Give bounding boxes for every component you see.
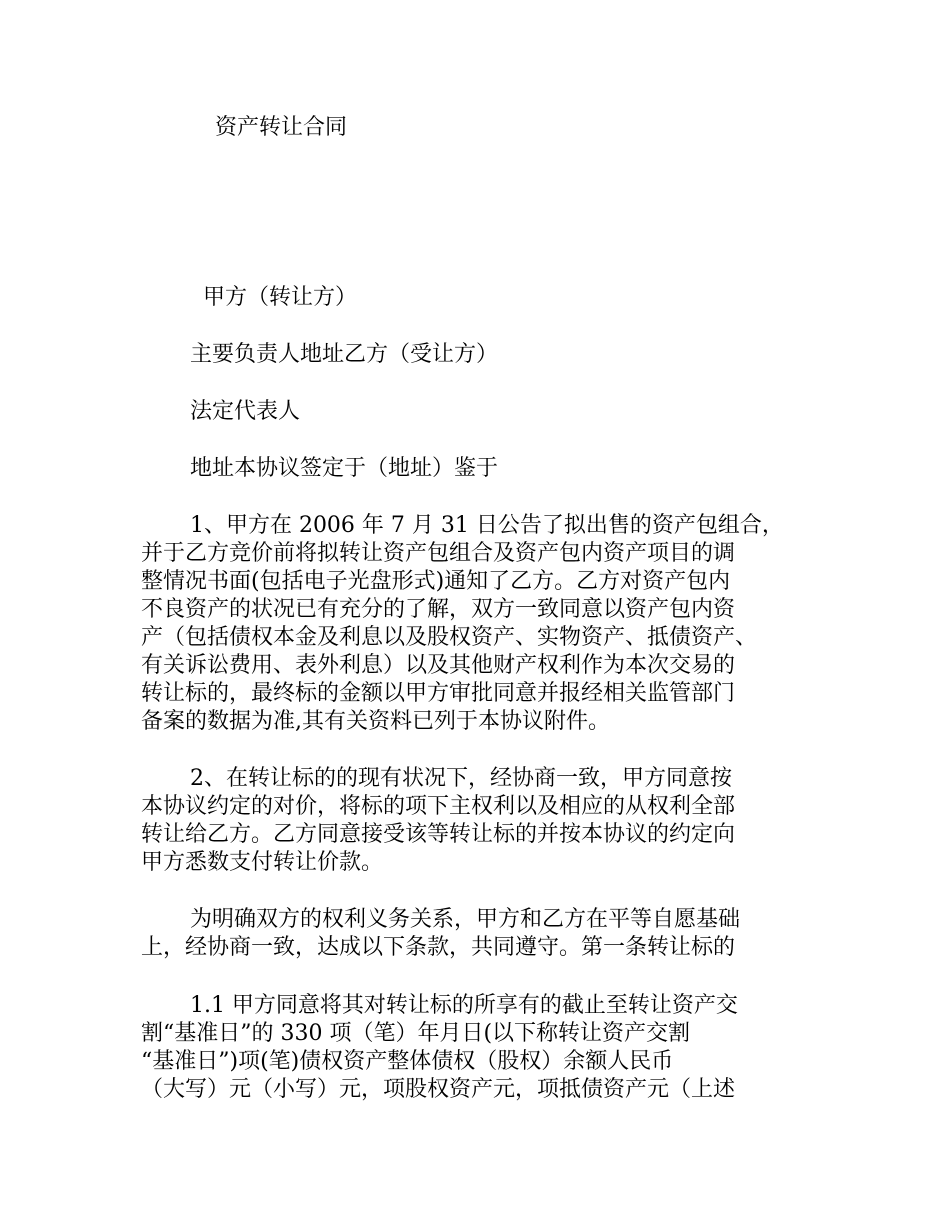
- paragraph-line: 1.1 甲方同意将其对转让标的所享有的截止至转让资产交: [141, 993, 738, 1018]
- paragraph-line: 上，经协商一致，达成以下条款，共同遵守。第一条转让标的: [141, 935, 736, 960]
- paragraph-line: “基准日”)项(笔)债权资产整体债权（股权）余额人民币: [141, 1049, 674, 1074]
- paragraph-line: 转让标的，最终标的金额以甲方审批同意并报经相关监管部门: [141, 681, 736, 706]
- paragraph-line: 转让给乙方。乙方同意接受该等转让标的并按本协议的约定向: [141, 822, 736, 847]
- paragraph-1: [141, 512, 831, 736]
- paragraph-line: 产（包括债权本金及利息以及股权资产、实物资产、抵债资产、: [141, 625, 758, 650]
- paragraph-line: 割“基准日”的 330 项（笔）年月日(以下称转让资产交割: [141, 1021, 691, 1046]
- paragraph-line: 1、甲方在 2006 年 7 月 31 日公告了拟出售的资产包组合，: [141, 513, 784, 538]
- paragraph-line: 甲方悉数支付转让价款。: [141, 850, 384, 875]
- legal-representative-line: 法定代表人: [190, 399, 301, 424]
- paragraph-line: 有关诉讼费用、表外利息）以及其他财产权利作为本次交易的: [141, 653, 736, 678]
- paragraph-2: [141, 765, 831, 877]
- paragraph-line: 2、在转让标的的现有状况下，经协商一致，甲方同意按: [141, 766, 732, 791]
- paragraph-line: 不良资产的状况已有充分的了解，双方一致同意以资产包内资: [141, 597, 736, 622]
- paragraph-line: 本协议约定的对价，将标的项下主权利以及相应的从权利全部: [141, 794, 736, 819]
- agreement-address-line: 地址本协议签定于（地址）鉴于: [190, 456, 499, 481]
- party-a-label: 甲方（转让方）: [203, 285, 358, 310]
- responsible-address-line: 主要负责人地址乙方（受让方）: [190, 342, 499, 367]
- paragraph-line: 整情况书面(包括电子光盘形式)通知了乙方。乙方对资产包内: [141, 569, 731, 594]
- document-title: 资产转让合同: [215, 115, 348, 140]
- paragraph-line: 为明确双方的权利义务关系，甲方和乙方在平等自愿基础: [141, 907, 740, 932]
- paragraph-line: 备案的数据为准,其有关资料已列于本协议附件。: [141, 709, 610, 734]
- paragraph-3: [141, 906, 831, 962]
- paragraph-4: [141, 992, 831, 1104]
- paragraph-line: （大写）元（小写）元，项股权资产元，项抵债资产元（上述: [141, 1077, 736, 1102]
- paragraph-line: 并于乙方竞价前将拟转让资产包组合及资产包内资产项目的调: [141, 541, 736, 566]
